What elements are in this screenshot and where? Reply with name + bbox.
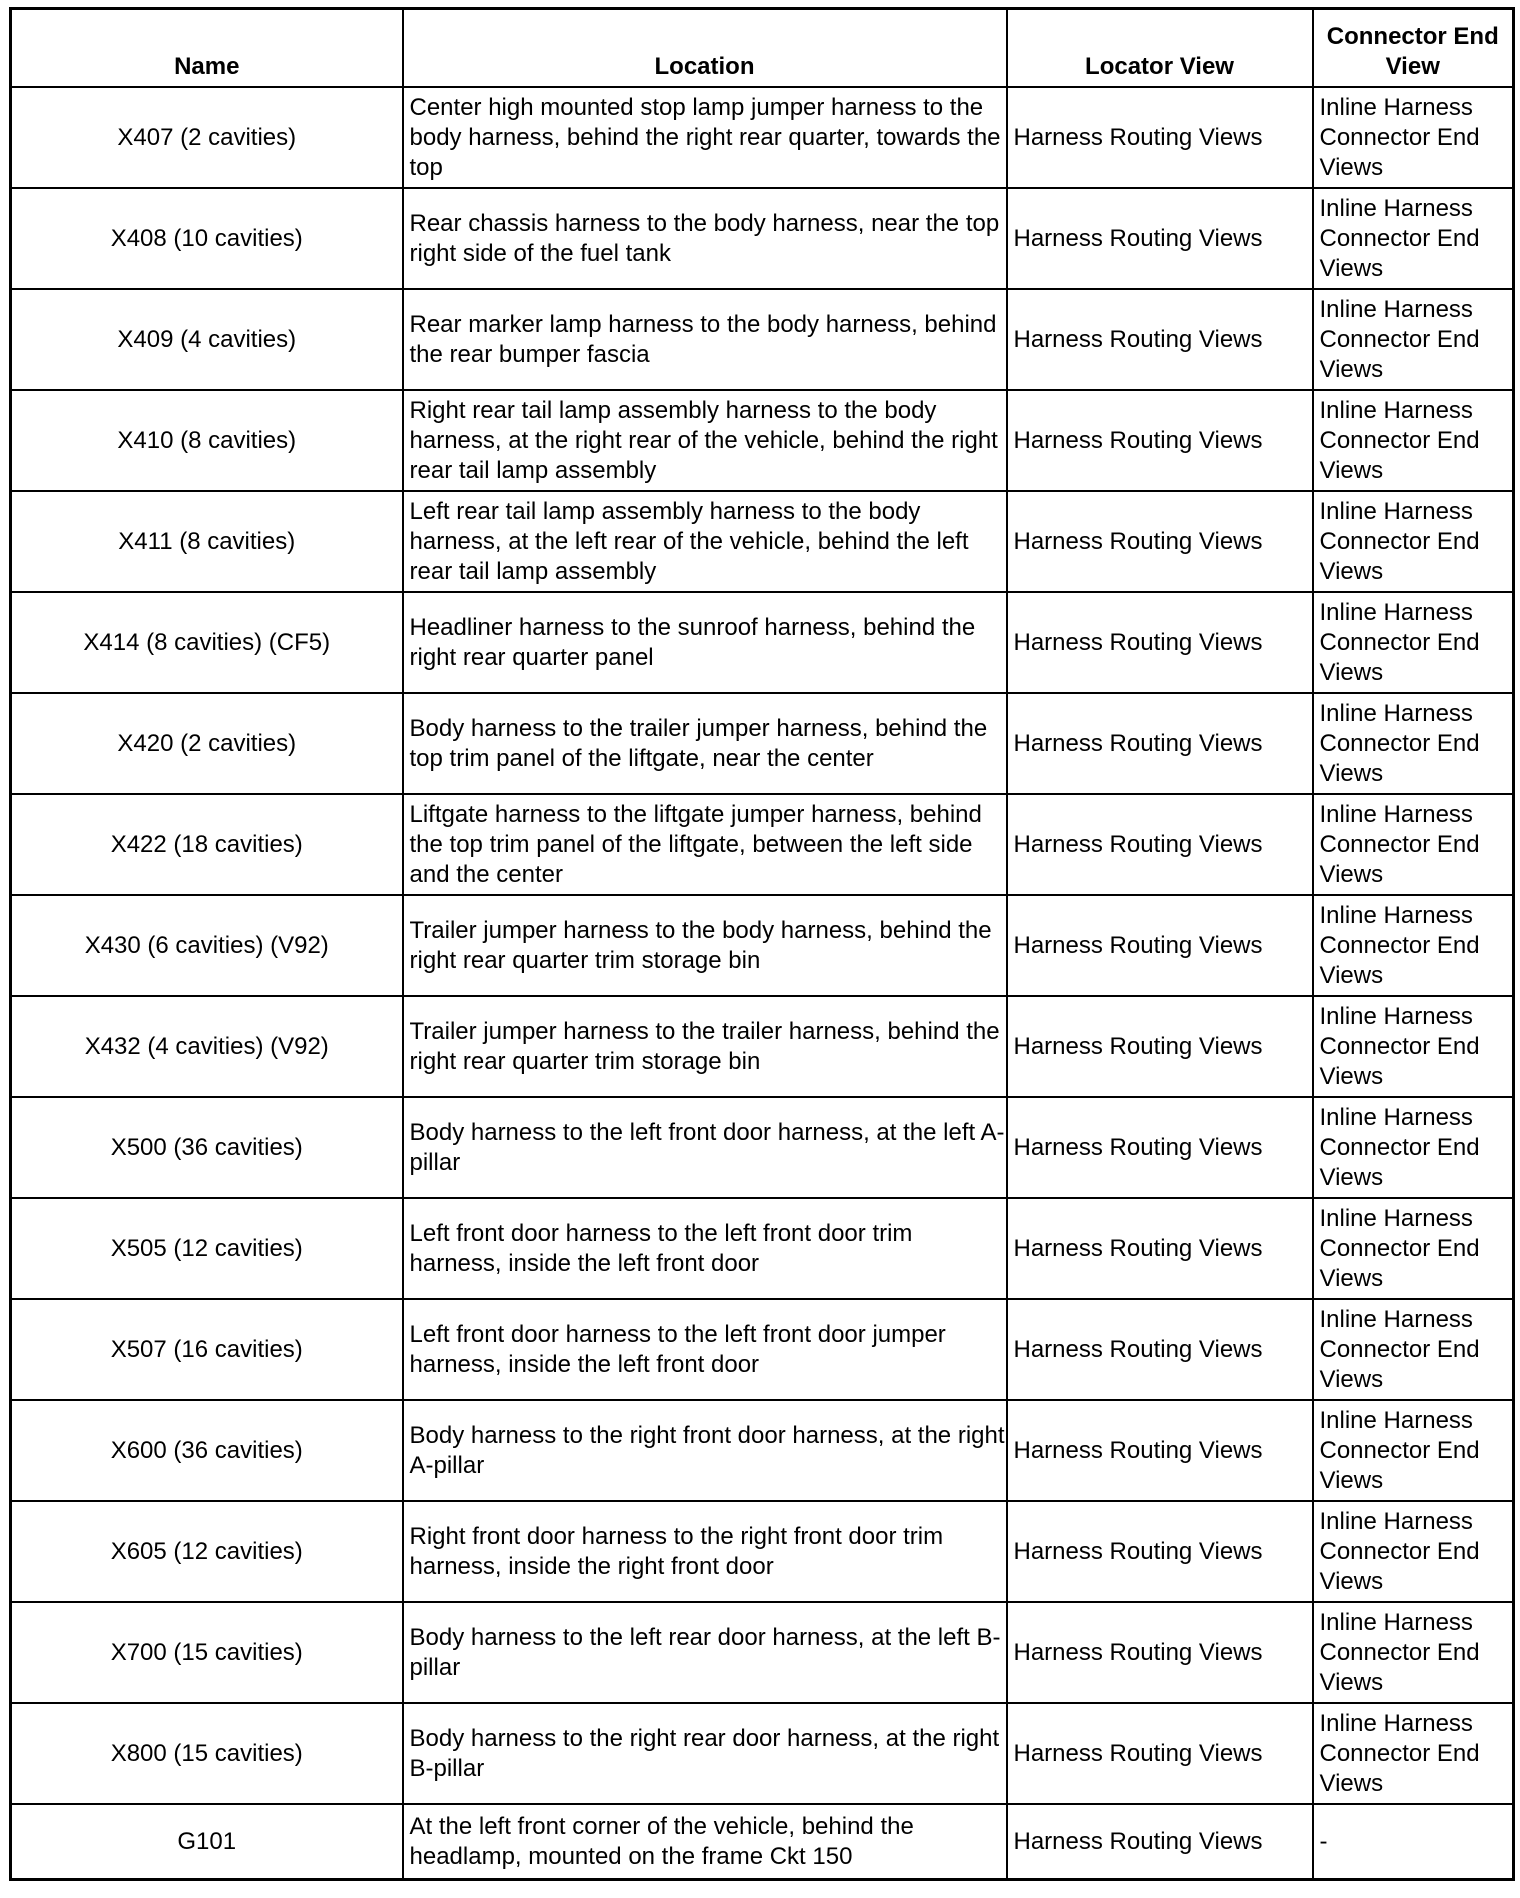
- table-row: [11, 1602, 1514, 1703]
- cell-locator-view: Harness Routing Views: [1007, 1400, 1313, 1501]
- cell-location: Body harness to the right front door harness, at the right A-pillar: [403, 1400, 1007, 1501]
- cell-location: Right front door harness to the right front door trim harness, inside the right front door: [403, 1501, 1007, 1602]
- table-row: [11, 1501, 1514, 1602]
- cell-locator-view: Harness Routing Views: [1007, 895, 1313, 996]
- table-row: [11, 289, 1514, 390]
- table-row: [11, 491, 1514, 592]
- cell-name: X410 (8 cavities): [11, 390, 403, 491]
- table-row: [11, 1703, 1514, 1804]
- cell-name: X605 (12 cavities): [11, 1501, 403, 1602]
- cell-locator-view: Harness Routing Views: [1007, 87, 1313, 188]
- cell-locator-view: Harness Routing Views: [1007, 1198, 1313, 1299]
- cell-locator-view: Harness Routing Views: [1007, 491, 1313, 592]
- cell-connector-end-view: Inline Harness Connector End Views: [1313, 794, 1514, 895]
- cell-connector-end-view: -: [1313, 1804, 1514, 1880]
- table-row: [11, 1097, 1514, 1198]
- table-header-row: [11, 9, 1514, 88]
- cell-connector-end-view: Inline Harness Connector End Views: [1313, 1703, 1514, 1804]
- table-row: [11, 188, 1514, 289]
- cell-location: Left rear tail lamp assembly harness to the body harness, at the left rear of the vehicle, behind the left rear tail lamp assembly: [403, 491, 1007, 592]
- cell-name: X600 (36 cavities): [11, 1400, 403, 1501]
- table-row: [11, 1400, 1514, 1501]
- cell-name: X800 (15 cavities): [11, 1703, 403, 1804]
- cell-location: Left front door harness to the left front door trim harness, inside the left front door: [403, 1198, 1007, 1299]
- table-row: [11, 693, 1514, 794]
- cell-connector-end-view: Inline Harness Connector End Views: [1313, 996, 1514, 1097]
- table-row: [11, 1299, 1514, 1400]
- cell-location: Left front door harness to the left front door jumper harness, inside the left front door: [403, 1299, 1007, 1400]
- cell-location: Headliner harness to the sunroof harness, behind the right rear quarter panel: [403, 592, 1007, 693]
- cell-locator-view: Harness Routing Views: [1007, 390, 1313, 491]
- cell-name: X408 (10 cavities): [11, 188, 403, 289]
- cell-locator-view: Harness Routing Views: [1007, 693, 1313, 794]
- cell-location: Right rear tail lamp assembly harness to the body harness, at the right rear of the vehicle, behind the right rear tail lamp assembly: [403, 390, 1007, 491]
- cell-locator-view: Harness Routing Views: [1007, 1299, 1313, 1400]
- cell-location: Trailer jumper harness to the body harness, behind the right rear quarter trim storage bin: [403, 895, 1007, 996]
- cell-name: X430 (6 cavities) (V92): [11, 895, 403, 996]
- cell-location: Trailer jumper harness to the trailer harness, behind the right rear quarter trim storage bin: [403, 996, 1007, 1097]
- cell-connector-end-view: Inline Harness Connector End Views: [1313, 1299, 1514, 1400]
- cell-name: X407 (2 cavities): [11, 87, 403, 188]
- cell-connector-end-view: Inline Harness Connector End Views: [1313, 1602, 1514, 1703]
- table-row: [11, 390, 1514, 491]
- cell-name: X500 (36 cavities): [11, 1097, 403, 1198]
- cell-name: X411 (8 cavities): [11, 491, 403, 592]
- cell-connector-end-view: Inline Harness Connector End Views: [1313, 1400, 1514, 1501]
- cell-connector-end-view: Inline Harness Connector End Views: [1313, 390, 1514, 491]
- cell-connector-end-view: Inline Harness Connector End Views: [1313, 1097, 1514, 1198]
- cell-name: X505 (12 cavities): [11, 1198, 403, 1299]
- cell-name: X422 (18 cavities): [11, 794, 403, 895]
- table-row: [11, 996, 1514, 1097]
- cell-connector-end-view: Inline Harness Connector End Views: [1313, 1501, 1514, 1602]
- cell-location: Rear chassis harness to the body harness, near the top right side of the fuel tank: [403, 188, 1007, 289]
- table-row: [11, 794, 1514, 895]
- cell-connector-end-view: Inline Harness Connector End Views: [1313, 87, 1514, 188]
- cell-connector-end-view: Inline Harness Connector End Views: [1313, 592, 1514, 693]
- cell-locator-view: Harness Routing Views: [1007, 1602, 1313, 1703]
- header-name: Name: [11, 9, 403, 88]
- cell-name: X420 (2 cavities): [11, 693, 403, 794]
- table-row: [11, 1804, 1514, 1880]
- cell-location: Body harness to the trailer jumper harness, behind the top trim panel of the liftgate, near the center: [403, 693, 1007, 794]
- table-row: [11, 592, 1514, 693]
- header-connector-end-view: Connector End View: [1313, 9, 1514, 88]
- cell-location: Body harness to the left rear door harness, at the left B-pillar: [403, 1602, 1007, 1703]
- cell-name: X414 (8 cavities) (CF5): [11, 592, 403, 693]
- cell-locator-view: Harness Routing Views: [1007, 1804, 1313, 1880]
- cell-name: X432 (4 cavities) (V92): [11, 996, 403, 1097]
- cell-location: Center high mounted stop lamp jumper harness to the body harness, behind the right rear quarter, towards the top: [403, 87, 1007, 188]
- cell-locator-view: Harness Routing Views: [1007, 592, 1313, 693]
- cell-locator-view: Harness Routing Views: [1007, 1501, 1313, 1602]
- cell-connector-end-view: Inline Harness Connector End Views: [1313, 693, 1514, 794]
- header-location: Location: [403, 9, 1007, 88]
- table-row: [11, 87, 1514, 188]
- table-row: [11, 895, 1514, 996]
- table-row: [11, 1198, 1514, 1299]
- cell-location: Body harness to the right rear door harness, at the right B-pillar: [403, 1703, 1007, 1804]
- table-body: [11, 87, 1514, 1880]
- cell-locator-view: Harness Routing Views: [1007, 996, 1313, 1097]
- cell-locator-view: Harness Routing Views: [1007, 794, 1313, 895]
- cell-location: Rear marker lamp harness to the body harness, behind the rear bumper fascia: [403, 289, 1007, 390]
- cell-locator-view: Harness Routing Views: [1007, 1097, 1313, 1198]
- cell-connector-end-view: Inline Harness Connector End Views: [1313, 1198, 1514, 1299]
- cell-locator-view: Harness Routing Views: [1007, 188, 1313, 289]
- cell-locator-view: Harness Routing Views: [1007, 289, 1313, 390]
- cell-name: X507 (16 cavities): [11, 1299, 403, 1400]
- cell-connector-end-view: Inline Harness Connector End Views: [1313, 289, 1514, 390]
- cell-name: G101: [11, 1804, 403, 1880]
- connector-table-container: [9, 7, 1512, 1881]
- cell-location: At the left front corner of the vehicle, behind the headlamp, mounted on the frame Ckt 150: [403, 1804, 1007, 1880]
- cell-locator-view: Harness Routing Views: [1007, 1703, 1313, 1804]
- cell-name: X409 (4 cavities): [11, 289, 403, 390]
- cell-connector-end-view: Inline Harness Connector End Views: [1313, 895, 1514, 996]
- cell-location: Liftgate harness to the liftgate jumper harness, behind the top trim panel of the liftgate, between the left side and the center: [403, 794, 1007, 895]
- cell-name: X700 (15 cavities): [11, 1602, 403, 1703]
- header-locator-view: Locator View: [1007, 9, 1313, 88]
- cell-location: Body harness to the left front door harness, at the left A-pillar: [403, 1097, 1007, 1198]
- connector-table: [9, 7, 1515, 1881]
- cell-connector-end-view: Inline Harness Connector End Views: [1313, 188, 1514, 289]
- cell-connector-end-view: Inline Harness Connector End Views: [1313, 491, 1514, 592]
